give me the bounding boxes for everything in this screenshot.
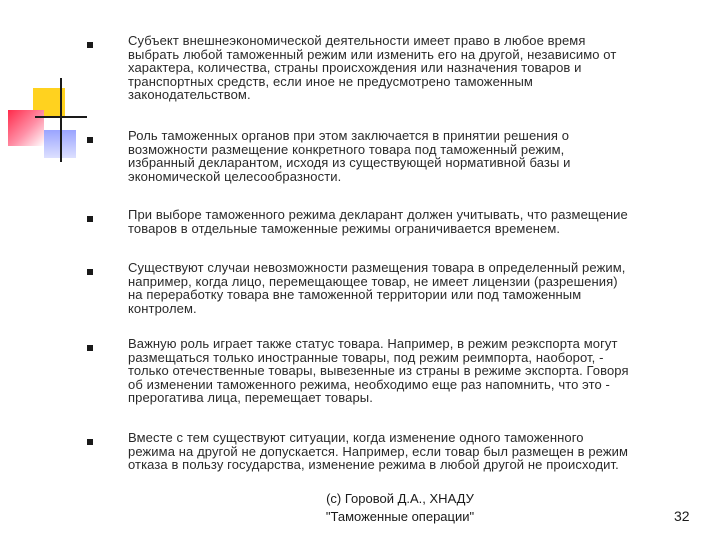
list-item-text: Существуют случаи невозможности размещения товара в определенный режим, например, когда лицо, перемещающее товар, не имеет лицензии (разрешения) на переработку товара вне таможенной территории или под таможенным контролем. [128, 260, 626, 316]
list-item-text: Субъект внешнеэкономической деятельности имеет право в любое время выбрать любой таможенный режим или изменить его на другой, независимо от характера, количества, страны происхождения или назначения товаров и транспортных средств, если иное не предусмотрено таможенным законодательством. [128, 33, 617, 103]
bullet-icon [87, 269, 93, 275]
horizontal-line [35, 116, 87, 118]
footer-author: (c) Горовой Д.А., ХНАДУ [326, 491, 474, 506]
list-item-text: Вместе с тем существуют ситуации, когда изменение одного таможенного режима на другой не допускается. Например, если товар был размещен в режим отказа в пользу государства, изменение режима в любой другой не происходит. [128, 430, 629, 473]
page-number: 32 [674, 508, 690, 524]
list-item-text: Важную роль играет также статус товара. Например, в режим реэкспорта могут размещаться только иностранные товары, под режим реимпорта, наоборот, - только отечественные товары, вывезенные из страны в режиме экспорта. Говоря об изменении таможенного режима, необходимо еще раз напомнить, что это - прерогатива лица, перемещает товары. [128, 336, 629, 406]
bullet-icon [87, 42, 93, 48]
list-item-text: Роль таможенных органов при этом заключается в принятии решения о возможности размещение конкретного товара под таможенный режим, избранный декларантом, исходя из существующей нормативной базы и экономической целесообразности. [128, 128, 571, 184]
bullet-icon [87, 137, 93, 143]
footer-course-title: "Таможенные операции" [325, 509, 475, 524]
list-item-text: При выборе таможенного режима декларант должен учитывать, что размещение товаров в отдельные таможенные режимы ограничивается временем. [128, 207, 628, 236]
decorative-logo-icon [0, 0, 120, 170]
bullet-icon [87, 345, 93, 351]
vertical-line [60, 78, 62, 162]
footer-credits [300, 490, 500, 526]
bullet-icon [87, 439, 93, 445]
bullet-icon [87, 216, 93, 222]
